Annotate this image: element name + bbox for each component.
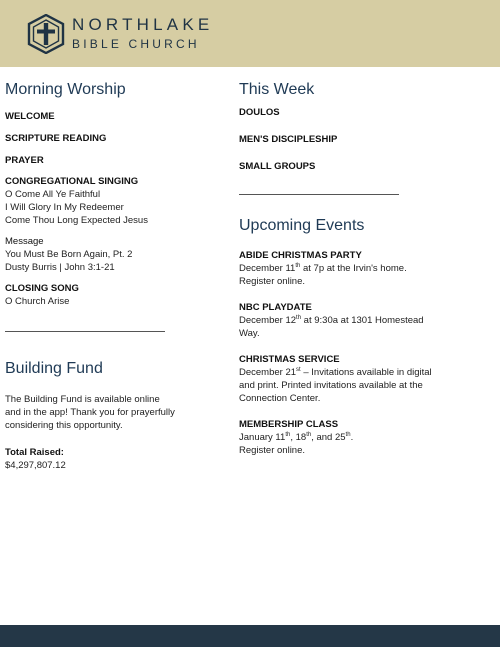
cross-shield-icon (27, 14, 65, 54)
closing-song: O Church Arise (5, 296, 70, 307)
event-christmas-line3: Connection Center. (239, 393, 321, 404)
total-raised-label: Total Raised: (5, 447, 64, 458)
singing-title: CONGREGATIONAL SINGING (5, 176, 139, 187)
fund-text-1: The Building Fund is available online (5, 394, 160, 405)
fund-text-3: considering this opportunity. (5, 420, 123, 431)
message-title: You Must Be Born Again, Pt. 2 (5, 249, 133, 260)
divider (5, 331, 165, 332)
event-playdate-date: December 12th at 9:30a at 1301 Homestead (239, 314, 424, 326)
prayer-item: PRAYER (5, 155, 44, 166)
event-abide-line2: Register online. (239, 276, 306, 287)
event-christmas-line2: and print. Printed invitations available at the (239, 380, 423, 391)
closing-song-title: CLOSING SONG (5, 283, 79, 294)
message-speaker: Dusty Burris | John 3:1-21 (5, 262, 115, 273)
song-1: O Come All Ye Faithful (5, 189, 101, 200)
this-week-heading: This Week (239, 81, 315, 98)
event-membership-line2: Register online. (239, 445, 306, 456)
church-name (72, 15, 213, 52)
event-christmas-date: December 21st – Invitations available in digital (239, 366, 432, 378)
event-christmas-title: CHRISTMAS SERVICE (239, 354, 340, 365)
message-label: Message (5, 236, 44, 247)
this-week-item-groups: SMALL GROUPS (239, 161, 316, 172)
event-playdate-line2: Way. (239, 328, 260, 339)
building-fund-heading: Building Fund (5, 360, 103, 377)
this-week-item-mens: MEN'S DISCIPLESHIP (239, 134, 338, 145)
this-week-item-doulos: DOULOS (239, 107, 280, 118)
brand-line-1: NORTHLAKE (72, 15, 214, 34)
divider (239, 194, 399, 195)
song-3: Come Thou Long Expected Jesus (5, 215, 148, 226)
footer-bar (0, 625, 500, 647)
upcoming-events-heading: Upcoming Events (239, 217, 365, 234)
scripture-item: SCRIPTURE READING (5, 133, 107, 144)
event-playdate-title: NBC PLAYDATE (239, 302, 312, 313)
event-membership-title: MEMBERSHIP CLASS (239, 419, 339, 430)
total-raised-value: $4,297,807.12 (5, 460, 66, 471)
event-abide-date: December 11th at 7p at the Irvin's home. (239, 262, 407, 274)
morning-worship-heading: Morning Worship (5, 81, 126, 98)
header-banner (0, 0, 500, 67)
fund-text-2: and in the app! Thank you for prayerfully (5, 407, 175, 418)
event-abide-title: ABIDE CHRISTMAS PARTY (239, 250, 362, 261)
right-column (239, 80, 479, 457)
event-membership-dates: January 11th, 18th, and 25th. (239, 431, 354, 443)
welcome-item: WELCOME (5, 111, 55, 122)
song-2: I Will Glory In My Redeemer (5, 202, 124, 213)
brand-line-2: BIBLE CHURCH (72, 37, 200, 51)
left-column (5, 80, 225, 472)
